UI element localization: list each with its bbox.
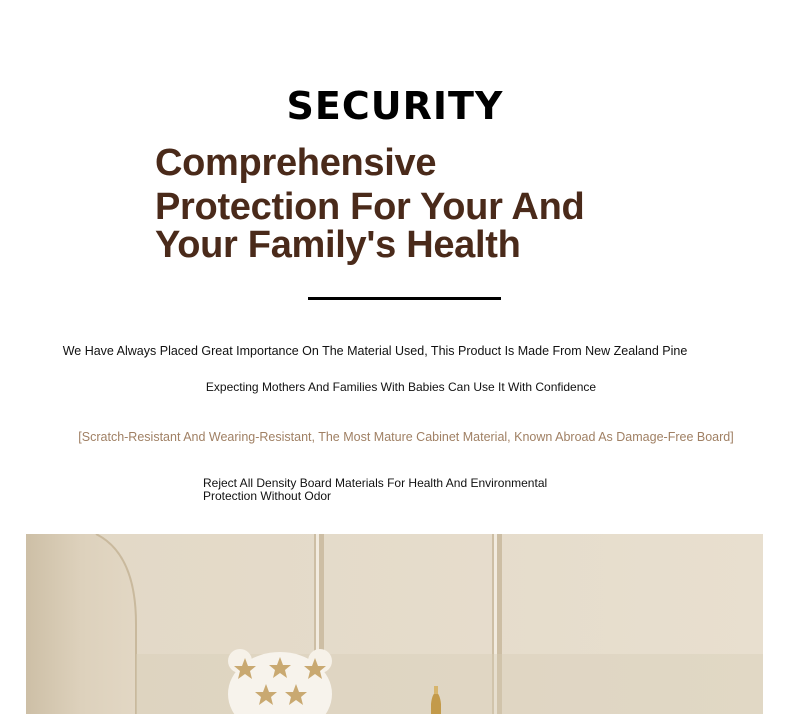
family-statement: Expecting Mothers And Families With Babies Can Use It With Confidence xyxy=(205,380,597,394)
section-heading: SECURITY xyxy=(286,84,504,128)
headline-line-2: Protection For Your And xyxy=(155,186,585,228)
material-feature-highlight: [Scratch-Resistant And Wearing-Resistant, The Most Mature Cabinet Material, Known Abroad As Damage-Free Board] xyxy=(78,430,734,444)
headline xyxy=(155,144,635,264)
material-statement: We Have Always Placed Great Importance On The Material Used, This Product Is Made From New Zealand Pine xyxy=(62,344,688,358)
health-statement: Reject All Density Board Materials For Health And Environmental Protection Without Odor xyxy=(203,476,548,503)
product-photo xyxy=(26,534,763,714)
product-photo-illustration xyxy=(26,534,763,714)
headline-line-1: Comprehensive xyxy=(155,142,437,184)
section-divider xyxy=(308,297,501,300)
headline-line-3: Your Family's Health xyxy=(155,224,521,266)
bear-figurine-icon xyxy=(228,649,332,714)
